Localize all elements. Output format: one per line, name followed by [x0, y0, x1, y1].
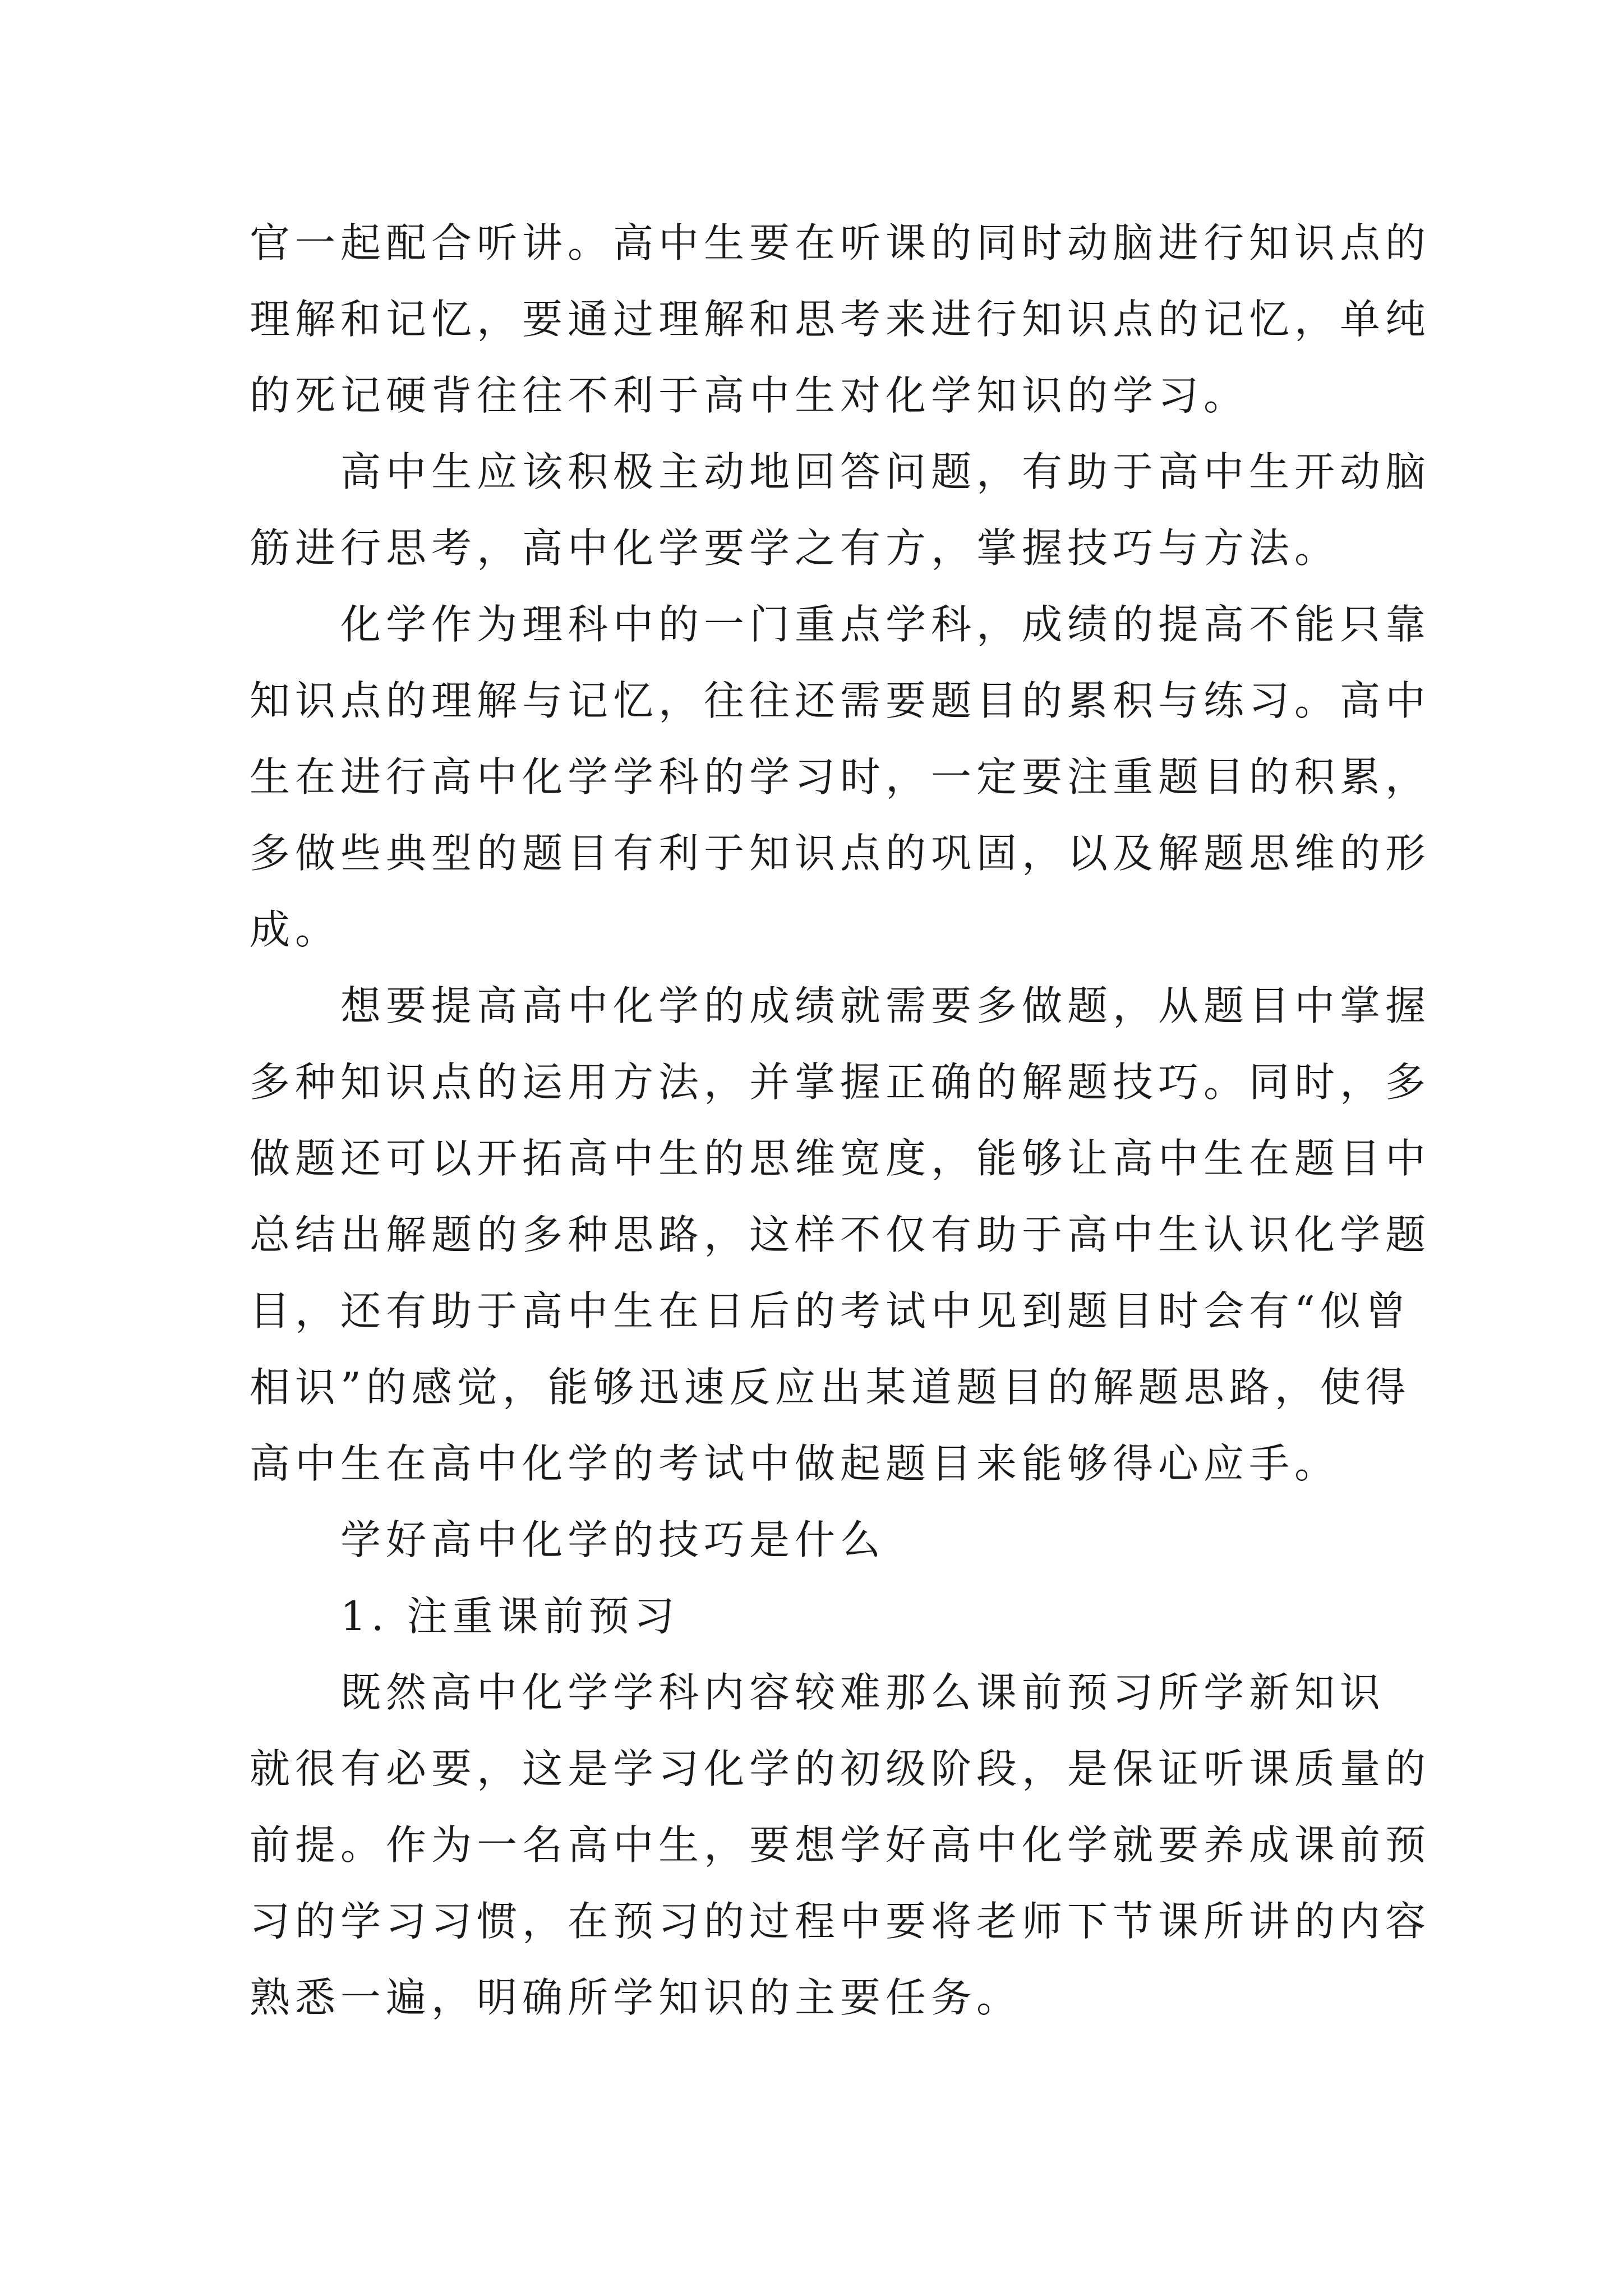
- text-line: 官一起配合听讲。高中生要在听课的同时动脑进行知识点的: [250, 219, 1431, 266]
- text-line: 既然高中化学学科内容较难那么课前预习所学新知识: [340, 1669, 1386, 1716]
- text-line: 高中生应该积极主动地回答问题，有助于高中生开动脑: [340, 448, 1431, 495]
- text-line: 理解和记忆，要通过理解和思考来进行知识点的记忆，单纯: [250, 296, 1431, 343]
- text-line: 做题还可以开拓高中生的思维宽度，能够让高中生在题目中: [250, 1135, 1431, 1182]
- text-line: 高中生在高中化学的考试中做起题目来能够得心应手。: [250, 1440, 1340, 1487]
- text-line: 前提。作为一名高中生，要想学好高中化学就要养成课前预: [250, 1821, 1431, 1869]
- text-line: 的死记硬背往往不利于高中生对化学知识的学习。: [250, 372, 1249, 419]
- text-line: 总结出解题的多种思路，这样不仅有助于高中生认识化学题: [250, 1211, 1431, 1258]
- text-line: 化学作为理科中的一门重点学科，成绩的提高不能只靠: [340, 601, 1431, 648]
- text-line: 熟悉一遍，明确所学知识的主要任务。: [250, 1974, 1022, 2021]
- text-line: 多种知识点的运用方法，并掌握正确的解题技巧。同时，多: [250, 1059, 1431, 1106]
- text-line: 想要提高高中化学的成绩就需要多做题，从题目中掌握: [340, 982, 1431, 1029]
- text-line: 目，还有助于高中生在日后的考试中见到题目时会有“似曾: [250, 1287, 1411, 1335]
- text-line: 筋进行思考，高中化学要学之有方，掌握技巧与方法。: [250, 524, 1340, 572]
- text-line: 成。: [250, 906, 341, 953]
- text-line: 习的学习习惯，在预习的过程中要将老师下节课所讲的内容: [250, 1898, 1431, 1945]
- section-heading: 学好高中化学的技巧是什么: [340, 1516, 886, 1563]
- text-line: 生在进行高中化学学科的学习时，一定要注重题目的积累，: [250, 753, 1431, 800]
- document-page: [250, 205, 1431, 2036]
- text-line: 相识”的感觉，能够迅速反应出某道题目的解题思路，使得: [250, 1364, 1411, 1411]
- text-line: 多做些典型的题目有利于知识点的巩固，以及解题思维的形: [250, 830, 1431, 877]
- text-line: 知识点的理解与记忆，往往还需要题目的累积与练习。高中: [250, 677, 1431, 724]
- subsection-heading: 1. 注重课前预习: [340, 1593, 680, 1640]
- text-line: 就很有必要，这是学习化学的初级阶段，是保证听课质量的: [250, 1745, 1431, 1792]
